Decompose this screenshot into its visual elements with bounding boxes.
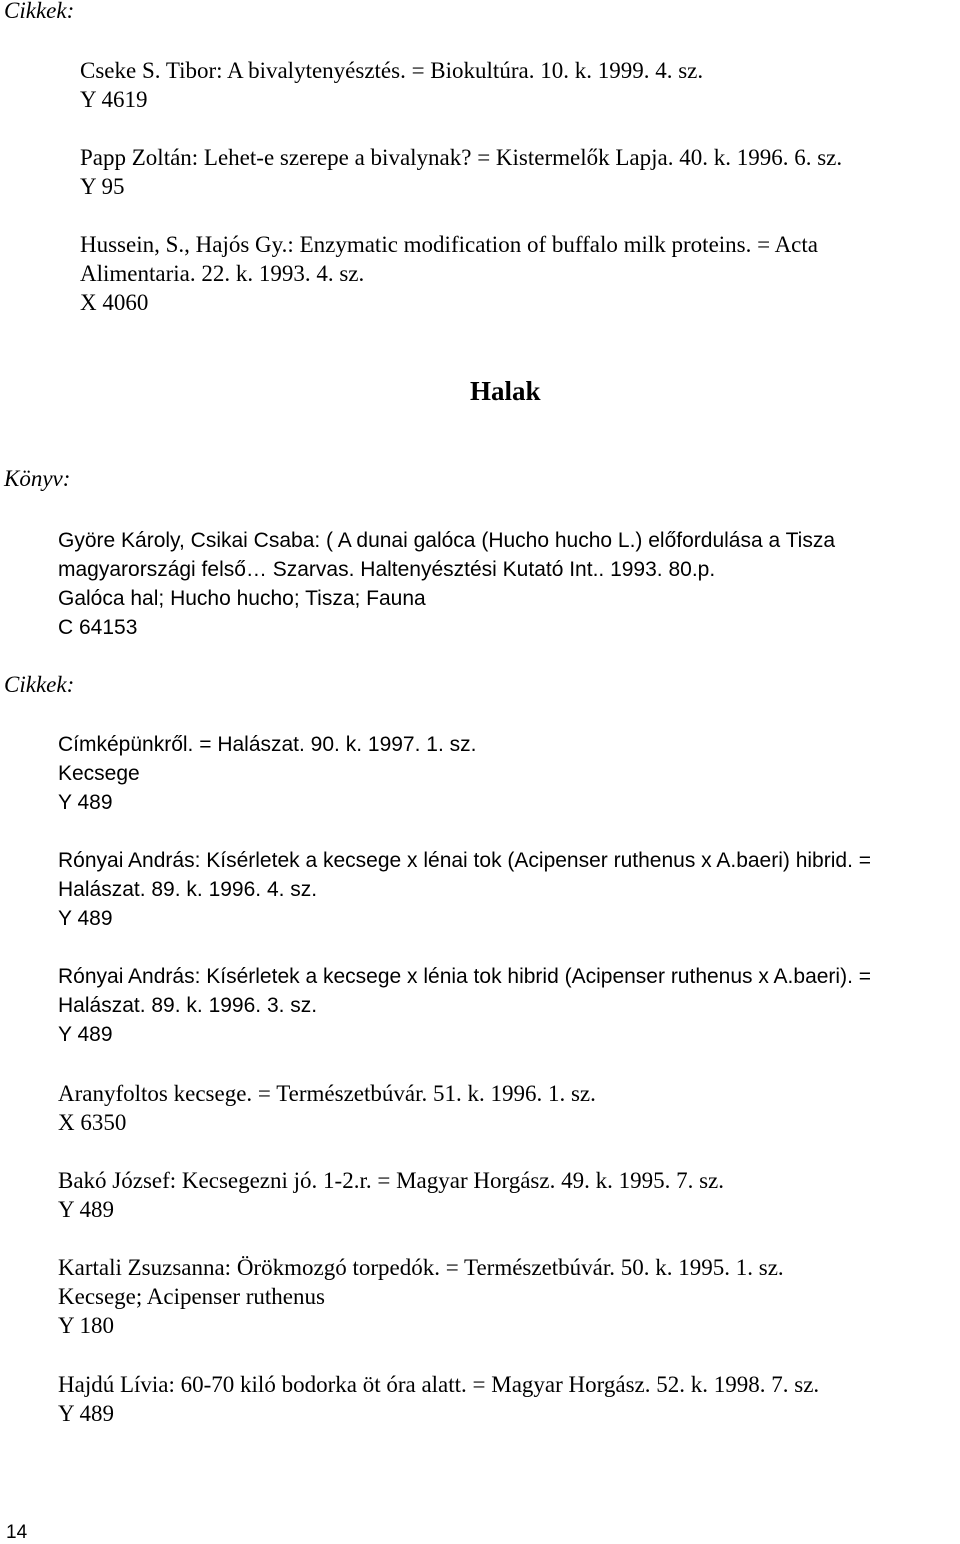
entry-call-number: Y 489 xyxy=(58,1023,113,1046)
entry-line: Címképünkről. = Halászat. 90. k. 1997. 1. sz. xyxy=(58,733,477,756)
entry-call-number: C 64153 xyxy=(58,616,138,639)
entry-line: Aranyfoltos kecsege. = Természetbúvár. 51. k. 1996. 1. sz. xyxy=(58,1081,596,1106)
entry-line: Rónyai András: Kísérletek a kecsege x lénai tok (Acipenser ruthenus x A.baeri) hibrid. = xyxy=(58,849,872,872)
entry-line: Hussein, S., Hajós Gy.: Enzymatic modification of buffalo milk proteins. = Acta xyxy=(80,232,818,257)
entry-call-number: Y 180 xyxy=(58,1313,115,1338)
entry-call-number: X 4060 xyxy=(80,290,149,315)
entry-line: Cseke S. Tibor: A bivalytenyésztés. = Biokultúra. 10. k. 1999. 4. sz. xyxy=(80,58,704,83)
entry-line: Halászat. 89. k. 1996. 3. sz. xyxy=(58,994,318,1017)
entry-keywords: Kecsege xyxy=(58,762,140,785)
entry-call-number: Y 4619 xyxy=(80,87,148,112)
section-label-book: Könyv: xyxy=(4,466,71,491)
entry-call-number: Y 489 xyxy=(58,791,113,814)
entry-line: Halászat. 89. k. 1996. 4. sz. xyxy=(58,878,318,901)
entry-line: magyarországi felső… Szarvas. Haltenyésztési Kutató Int.. 1993. 80.p. xyxy=(58,558,716,581)
page-number: 14 xyxy=(6,1522,28,1543)
entry-line: Alimentaria. 22. k. 1993. 4. sz. xyxy=(80,261,365,286)
entry-call-number: X 6350 xyxy=(58,1110,127,1135)
entry-line: Bakó József: Kecsegezni jó. 1-2.r. = Magyar Horgász. 49. k. 1995. 7. sz. xyxy=(58,1168,724,1193)
entry-keywords: Galóca hal; Hucho hucho; Tisza; Fauna xyxy=(58,587,426,610)
entry-line: Kartali Zsuzsanna: Örökmozgó torpedók. = Természetbúvár. 50. k. 1995. 1. sz. xyxy=(58,1255,784,1280)
section-label-articles-top: Cikkek: xyxy=(4,0,75,23)
entry-line: Rónyai András: Kísérletek a kecsege x lénia tok hibrid (Acipenser ruthenus x A.baeri). = xyxy=(58,965,872,988)
entry-line: Papp Zoltán: Lehet-e szerepe a bivalynak? = Kistermelők Lapja. 40. k. 1996. 6. sz. xyxy=(80,145,843,170)
section-label-articles: Cikkek: xyxy=(4,672,75,697)
entry-call-number: Y 489 xyxy=(58,1197,115,1222)
entry-keywords: Kecsege; Acipenser ruthenus xyxy=(58,1284,325,1309)
entry-call-number: Y 489 xyxy=(58,1401,115,1426)
entry-line: Györe Károly, Csikai Csaba: ( A dunai galóca (Hucho hucho L.) előfordulása a Tisza xyxy=(58,529,836,552)
entry-line: Hajdú Lívia: 60-70 kiló bodorka öt óra alatt. = Magyar Horgász. 52. k. 1998. 7. sz. xyxy=(58,1372,820,1397)
entry-call-number: Y 489 xyxy=(58,907,113,930)
entry-call-number: Y 95 xyxy=(80,174,125,199)
section-heading: Halak xyxy=(470,376,541,406)
